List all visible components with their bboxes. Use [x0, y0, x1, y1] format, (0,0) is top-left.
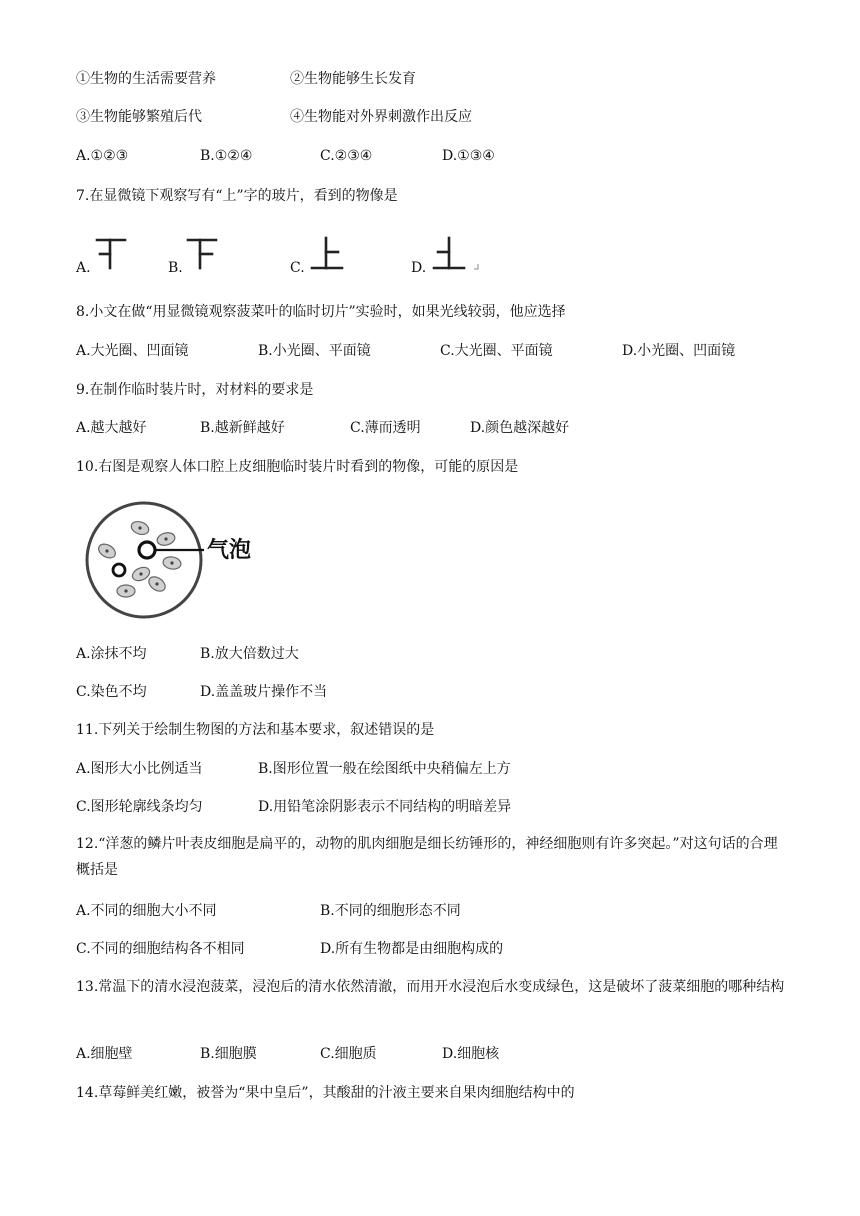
- q7-option-d-label: D.: [411, 260, 427, 276]
- q7-option-d-glyph: [432, 234, 484, 274]
- q11-option-b: B.图形位置一般在绘图纸中央稍偏左上方: [258, 761, 511, 777]
- q7-option-b-glyph: [186, 234, 226, 274]
- q9-option-b: B.越新鲜越好: [200, 420, 285, 436]
- q10-option-a: A.涂抹不均: [76, 646, 147, 662]
- q9-option-d: D.颜色越深越好: [470, 420, 570, 436]
- q12-option-c: C.不同的细胞结构各不相同: [76, 941, 245, 957]
- q9-option-c: C.薄而透明: [350, 420, 421, 436]
- q11-option-d: D.用铅笔涂阴影表示不同结构的明暗差异: [258, 799, 512, 815]
- q13-option-b: B.细胞膜: [200, 1046, 257, 1062]
- q12-option-a: A.不同的细胞大小不同: [76, 903, 217, 919]
- q13-option-d: D.细胞核: [442, 1046, 500, 1062]
- q10-option-c: C.染色不均: [76, 684, 147, 700]
- q12-option-b: B.不同的细胞形态不同: [320, 903, 461, 919]
- q10-bubble-label: 气泡: [207, 538, 252, 563]
- q9-stem: 9.在制作临时装片时，对材料的要求是: [76, 382, 314, 398]
- q7-option-b-label: B.: [168, 260, 183, 276]
- q8-stem: 8.小文在做“用显微镜观察菠菜叶的临时切片”实验时，如果光线较弱，他应选择: [76, 304, 566, 320]
- q9-option-a: A.越大越好: [76, 420, 147, 436]
- q11-option-c: C.图形轮廓线条均匀: [76, 799, 203, 815]
- q8-option-c: C.大光圈、平面镜: [440, 343, 553, 359]
- q10-stem: 10.右图是观察人体口腔上皮细胞临时装片时看到的物像，可能的原因是: [76, 459, 519, 475]
- q11-stem: 11.下列关于绘制生物图的方法和基本要求，叙述错误的是: [76, 722, 435, 738]
- q10-option-d: D.盖盖玻片操作不当: [200, 684, 328, 700]
- q7-option-c-glyph: [310, 234, 350, 274]
- q13-option-a: A.细胞壁: [76, 1046, 133, 1062]
- q7-option-a-label: A.: [76, 260, 91, 276]
- q7-option-a-glyph: [95, 234, 135, 274]
- q8-option-d: D.小光圈、凹面镜: [622, 343, 736, 359]
- q6-item-1: ①生物的生活需要营养: [76, 71, 216, 87]
- q7-option-c-label: C.: [290, 260, 305, 276]
- q12-option-d: D.所有生物都是由细胞构成的: [320, 941, 504, 957]
- q6-item-2: ②生物能够生长发育: [290, 71, 416, 87]
- q14-stem: 14.草莓鲜美红嫩，被誉为“果中皇后”，其酸甜的汁液主要来自果肉细胞结构中的: [76, 1085, 575, 1101]
- q8-option-a: A.大光圈、凹面镜: [76, 343, 189, 359]
- q13-stem: 13.常温下的清水浸泡菠菜，浸泡后的清水依然清澈，而用开水浸泡后水变成绿色，这是破坏了菠菜细胞的哪种结构: [76, 979, 785, 995]
- q6-option-c: C.②③④: [320, 148, 373, 164]
- q12-stem: 12.“洋葱的鳞片叶表皮细胞是扁平的，动物的肌肉细胞是细长纺锤形的，神经细胞则有许多突起。”对这句话的合理概括是: [76, 836, 778, 878]
- q10-option-b: B.放大倍数过大: [200, 646, 299, 662]
- q6-item-3: ③生物能够繁殖后代: [76, 109, 202, 125]
- q6-option-b: B.①②④: [200, 148, 253, 164]
- q6-option-d: D.①③④: [442, 148, 495, 164]
- q13-option-c: C.细胞质: [320, 1046, 377, 1062]
- q8-option-b: B.小光圈、平面镜: [258, 343, 371, 359]
- q6-option-a: A.①②③: [76, 148, 129, 164]
- q7-stem: 7.在显微镜下观察写有“上”字的玻片，看到的物像是: [76, 188, 398, 204]
- q6-item-4: ④生物能对外界刺激作出反应: [290, 109, 472, 125]
- q11-option-a: A.图形大小比例适当: [76, 761, 203, 777]
